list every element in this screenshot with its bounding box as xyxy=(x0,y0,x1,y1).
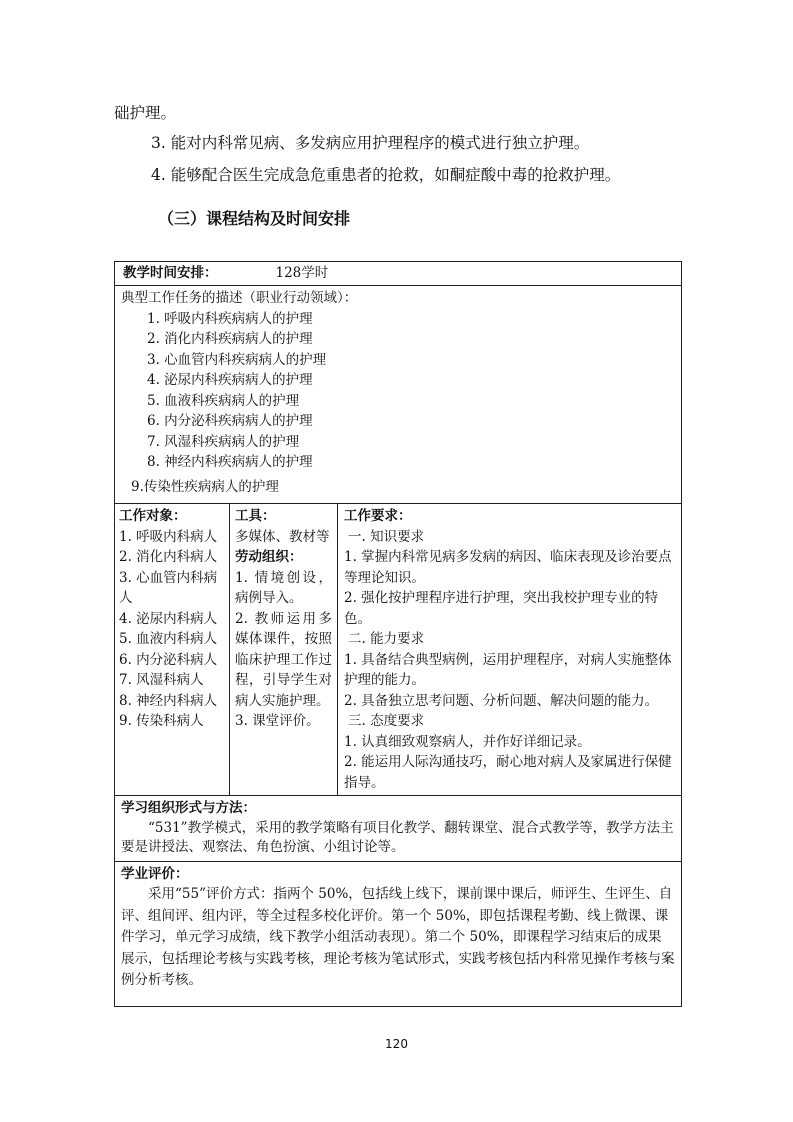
req-item: 2. 具备独立思考问题、分析问题、解决问题的能力。 xyxy=(344,692,659,709)
req-heading: 三. 态度要求 xyxy=(348,713,425,729)
req-item: 2. 强化按护理程序进行护理，突出我校护理专业的特色。 xyxy=(344,590,659,627)
page-number: 120 xyxy=(385,1037,408,1051)
task-item: 2. 消化内科疾病病人的护理 xyxy=(147,331,313,347)
evaluation-cell xyxy=(115,861,682,1006)
org-label: 劳动组织： xyxy=(235,549,303,565)
object-item: 8. 神经内科病人 xyxy=(119,692,218,709)
method-label: 学习组织形式与方法： xyxy=(121,800,256,816)
typical-tasks-cell xyxy=(115,286,682,504)
task-item: 4. 泌尿内科疾病病人的护理 xyxy=(147,372,313,388)
task-item: 6. 内分泌科疾病病人的护理 xyxy=(147,413,313,429)
org-item: 2. 教师运用多媒体课件，按照临床护理工作过程，引导学生对病人实施护理。 xyxy=(235,610,332,709)
tasks-title: 典型工作任务的描述（职业行动领域）： xyxy=(121,290,358,306)
tools-text: 多媒体、教材等 xyxy=(235,528,330,545)
object-item: 6. 内分泌科病人 xyxy=(119,651,218,668)
req-item: 1. 认真细致观察病人，并作好详细记录。 xyxy=(344,733,591,750)
object-item: 3. 心血管内科病人 xyxy=(119,569,218,606)
object-item: 9. 传染科病人 xyxy=(119,713,204,729)
work-requirements-cell xyxy=(338,504,682,796)
org-item: 3. 课堂评价。 xyxy=(235,713,320,729)
object-item: 2. 消化内科病人 xyxy=(119,549,218,565)
object-item: 4. 泌尿内科病人 xyxy=(119,610,218,627)
task-item: 9.传染性疾病病人的护理 xyxy=(131,478,279,495)
time-row xyxy=(115,262,682,286)
task-item: 7. 风湿科疾病病人的护理 xyxy=(147,433,300,450)
time-label: 教学时间安排： xyxy=(123,265,218,281)
intro-line-4: 4. 能够配合医生完成急危重患者的抢救，如酮症酸中毒的抢救护理。 xyxy=(151,166,621,184)
requirements-label: 工作要求： xyxy=(344,508,412,524)
tools-cell xyxy=(230,504,338,796)
task-item: 5. 血液科疾病病人的护理 xyxy=(147,392,300,409)
task-item: 3. 心血管内科疾病病人的护理 xyxy=(147,351,327,368)
req-heading: 二. 能力要求 xyxy=(348,631,425,647)
course-structure-table xyxy=(114,261,682,1007)
object-item: 5. 血液内科病人 xyxy=(119,631,218,647)
object-item: 7. 风湿科病人 xyxy=(119,672,204,688)
eval-label: 学业评价： xyxy=(121,865,189,882)
tools-label: 工具： xyxy=(235,508,276,524)
req-item: 1. 掌握内科常见病多发病的病因、临床表现及诊治要点等理论知识。 xyxy=(344,549,672,586)
req-heading: 一. 知识要求 xyxy=(348,528,425,545)
eval-text: 采用“55”评价方式：指两个 50%，包括线上线下，课前课中课后，师评生、生评生、自评、组间评、组内评，等全过程多校化评价。第一个 50%，即包括课程考勤、线上微课、课件学习，单元学习成绩，线下教学小组活动表现）。第二个 50%，即课程学习结束后的成果展示，包括理论考核与实践考核，理论考核为笔试形式，实践考核包括内科常见操作考核与案例分析考核。 xyxy=(121,886,675,988)
intro-line-0: 础护理。 xyxy=(114,104,177,122)
section-heading: （三）课程结构及时间安排 xyxy=(158,209,351,228)
req-item: 2. 能运用人际沟通技巧，耐心地对病人及家属进行保健指导。 xyxy=(344,754,672,791)
objects-label: 工作对象： xyxy=(119,508,187,524)
task-item: 1. 呼吸内科疾病病人的护理 xyxy=(147,310,313,327)
org-item: 1. 情境创设，病例导入。 xyxy=(235,569,332,606)
req-item: 1. 具备结合典型病例，运用护理程序，对病人实施整体护理的能力。 xyxy=(344,651,672,688)
intro-line-3: 3. 能对内科常见病、多发病应用护理程序的模式进行独立护理。 xyxy=(151,134,590,152)
learning-method-cell xyxy=(115,796,682,862)
object-item: 1. 呼吸内科病人 xyxy=(119,528,218,545)
task-item: 8. 神经内科疾病病人的护理 xyxy=(147,454,313,470)
method-text: “531”教学模式，采用的教学策略有项目化教学、翻转课堂、混合式教学等，教学方法主要是讲授法、观察法、角色扮演、小组讨论等。 xyxy=(121,819,674,855)
time-value: 128学时 xyxy=(275,265,329,281)
work-objects-cell xyxy=(115,504,230,796)
